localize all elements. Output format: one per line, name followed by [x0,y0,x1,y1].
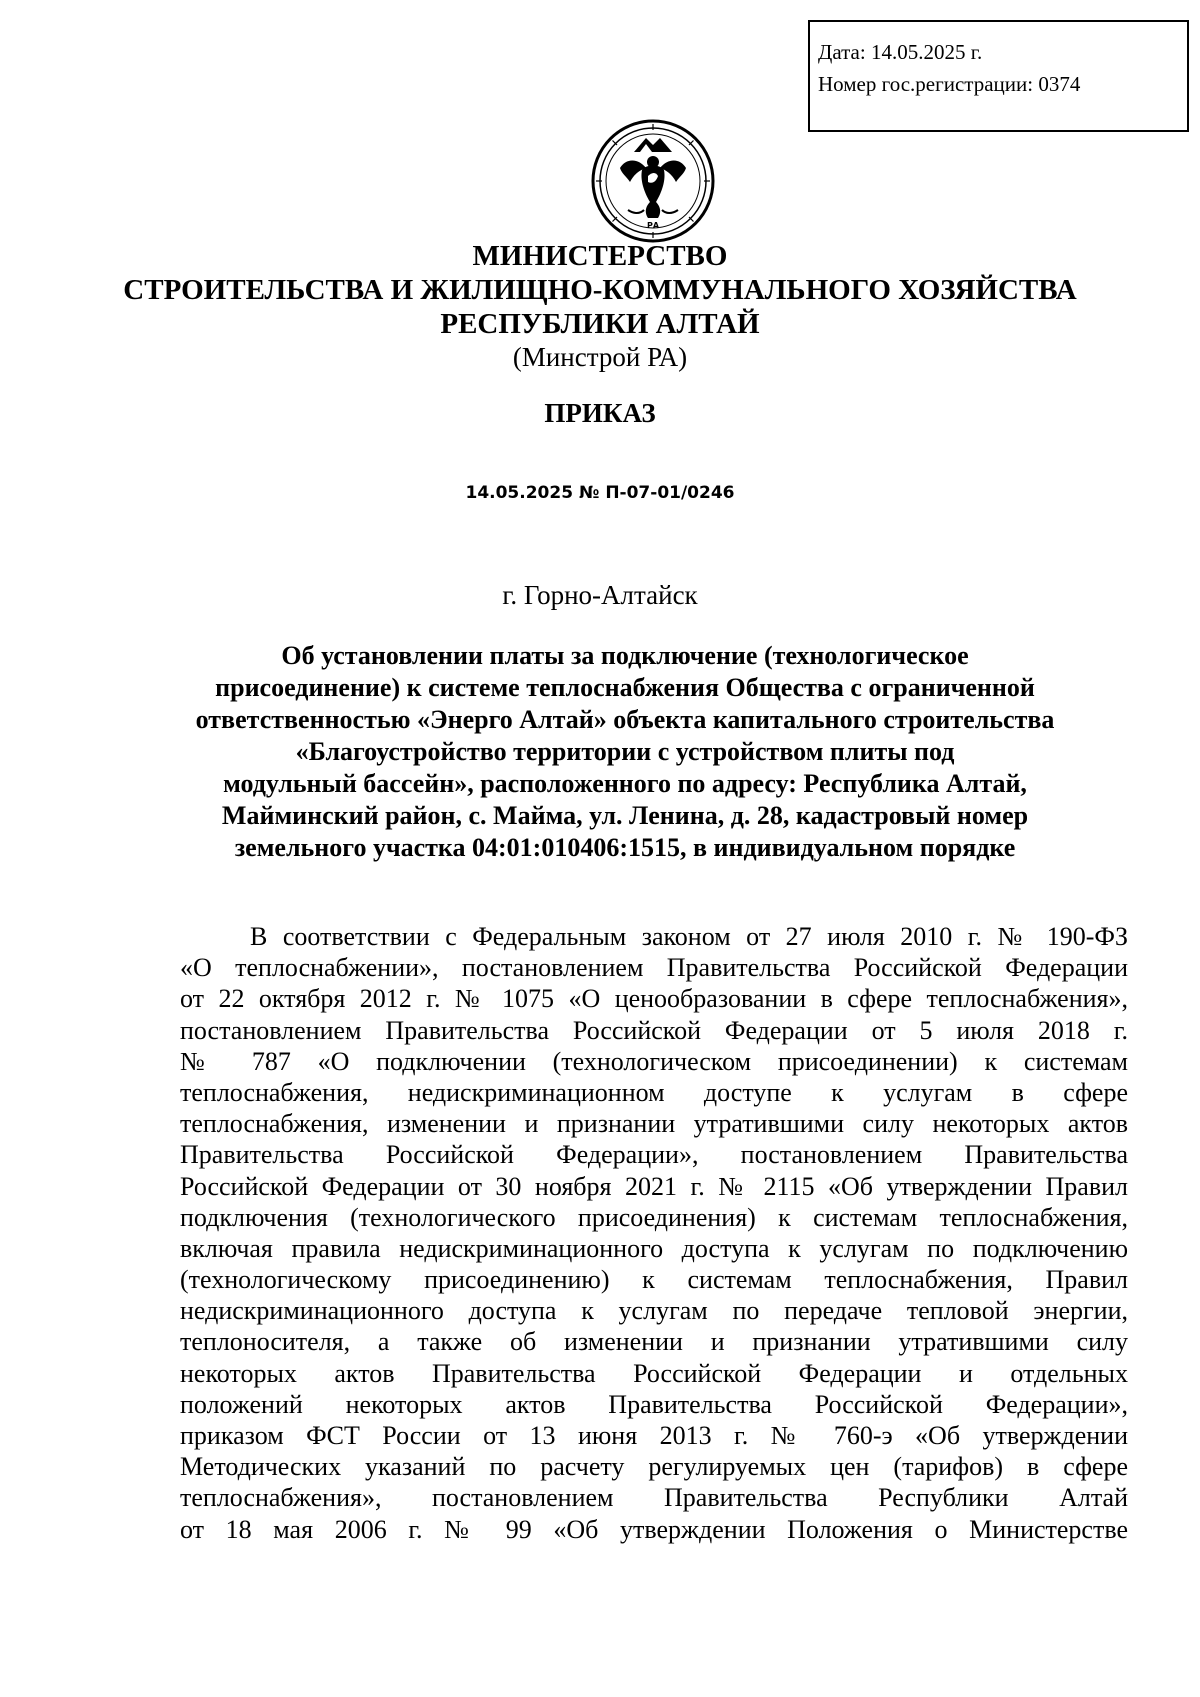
title-line: модульный бассейн», расположенного по адресу: Республика Алтай, [223,769,1027,798]
registration-number-label: Номер гос.регистрации: [818,72,1034,96]
body-line: теплоснабжения, недискриминационном доступе к услугам в сфере [180,1077,1128,1107]
body-line: от 22 октября 2012 г. № 1075 «О ценообразовании в сфере теплоснабжения», [180,984,1128,1014]
body-line: недискриминационного доступа к услугам по передаче тепловой энергии, [180,1296,1128,1326]
body-line: от 18 мая 2006 г. № 99 «Об утверждении Положения о Министерстве [180,1514,1128,1544]
body-line: приказом ФСТ России от 13 июня 2013 г. № 760-э «Об утверждении [180,1421,1128,1450]
registration-stamp [808,20,1189,132]
document-title [190,640,1060,864]
body-line: теплоснабжения, изменении и признании утратившими силу некоторых актов [180,1109,1128,1139]
emblem-band-letters: РА [646,221,660,230]
body-line: подключения (технологического присоединения) к системам теплоснабжения, [180,1202,1128,1232]
document-body [180,921,1128,1545]
title-line: присоединение) к системе теплоснабжения Общества с ограниченной [215,673,1035,702]
ministry-title-line3: РЕСПУБЛИКИ АЛТАЙ [440,308,760,340]
body-line: Методических указаний по расчету регулируемых цен (тарифов) в сфере [180,1452,1128,1482]
body-line: (технологическому присоединению) к системам теплоснабжения, Правил [180,1265,1128,1295]
title-line: Майминский район, с. Майма, ул. Ленина, д. 28, кадастровый номер [221,801,1029,830]
altai-coat-of-arms-icon [590,118,716,244]
body-line: некоторых актов Правительства Российской Федерации и отдельных [180,1358,1128,1388]
title-line: Об установлении платы за подключение (технологическое [281,641,969,670]
body-line: включая правила недискриминационного доступа к услугам по подключению [180,1233,1128,1263]
body-line: «О теплоснабжении», постановлением Правительства Российской Федерации [180,953,1128,983]
city: г. Горно-Алтайск [502,580,698,610]
body-line: № 787 «О подключении (технологическом присоединении) к системам [180,1046,1128,1076]
body-line: постановлением Правительства Российской Федерации от 5 июля 2018 г. [180,1015,1128,1045]
ministry-title-line2: СТРОИТЕЛЬСТВА И ЖИЛИЩНО-КОММУНАЛЬНОГО ХОЗЯЙСТВА [123,274,1077,306]
title-line: ответственностью «Энерго Алтай» объекта капитального строительства [195,705,1055,734]
registration-number-value: 0374 [1038,72,1081,96]
registration-number-row [818,68,1187,100]
body-line: Российской Федерации от 30 ноября 2021 г. № 2115 «Об утверждении Правил [180,1171,1128,1201]
body-line: теплоносителя, а также об изменении и признании утратившими силу [180,1327,1128,1357]
registration-date-row [818,36,1187,68]
order-number: 14.05.2025 № П-07-01/0246 [465,483,735,503]
registration-date-value: 14.05.2025 г. [870,40,983,64]
title-line: земельного участка 04:01:010406:1515, в индивидуальном порядке [234,833,1016,862]
body-line: теплоснабжения», постановлением Правительства Республики Алтай [180,1483,1128,1513]
body-line: В соответствии с Федеральным законом от 27 июля 2010 г. № 190-ФЗ [250,922,1128,951]
body-line: Правительства Российской Федерации», постановлением Правительства [180,1140,1128,1170]
title-line: «Благоустройство территории с устройством плиты под [295,737,955,766]
ministry-title: МИНИСТЕРСТВО [472,240,728,272]
document-type: ПРИКАЗ [544,398,656,428]
registration-date-label: Дата: [818,40,866,64]
body-line: положений некоторых актов Правительства Российской Федерации», [180,1389,1128,1419]
ministry-short-name: (Минстрой РА) [512,342,688,372]
